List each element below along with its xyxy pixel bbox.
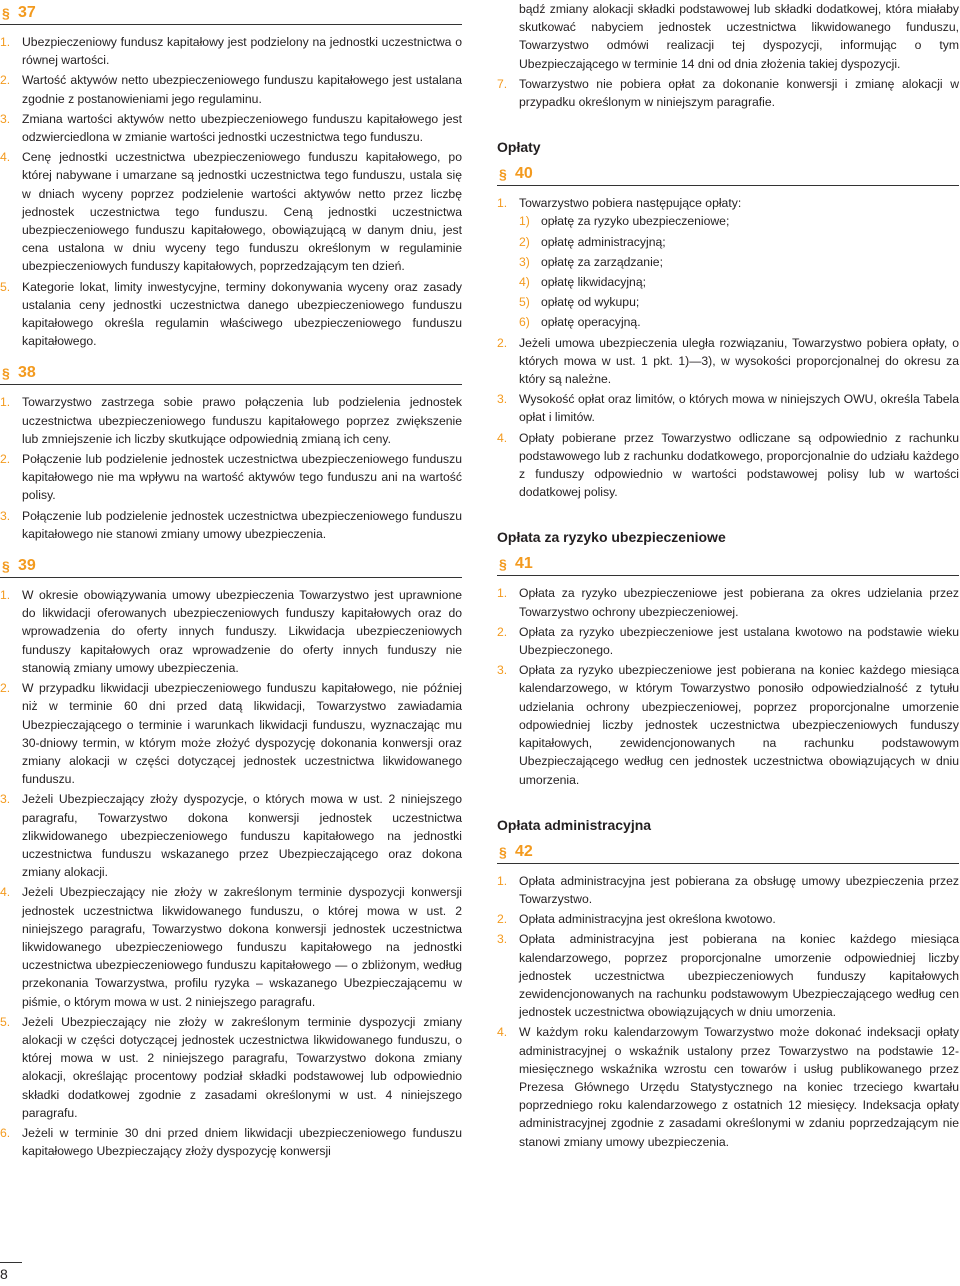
section-40-list bbox=[497, 194, 959, 501]
list-item: 2. Jeżeli umowa ubezpieczenia uległa rozwiązaniu, Towarzystwo pobiera opłaty, o których mowa w ust. 1 pkt. 1)—3), w wysokości proporcjonalnej do okresu za który są należne. bbox=[497, 335, 959, 387]
list-item: 3. Zmiana wartości aktywów netto ubezpieczeniowego funduszu kapitałowego jest odzwierciedlona w zmianie wartości jednostki uczestnictwa tego funduszu. bbox=[0, 111, 462, 145]
section-mark-icon: § bbox=[2, 365, 10, 382]
continued-paragraph: bądź zmiany alokacji składki podstawowej lub składki dodatkowej, która miałaby skutkować nabyciem jednostek uczestnictwa likwidowanego funduszu, Towarzystwo odmówi realizacji tej dyspozycji, informując o tym Ubezpieczającego w terminie 14 dni od dnia złożenia takiej dyspozycji. bbox=[519, 2, 959, 71]
list-item: 1. W okresie obowiązywania umowy ubezpieczenia Towarzystwo jest uprawnione do likwidacji oferowanych ubezpieczeniowych funduszy kapitałowych oraz do wprowadzenia do oferty innych funduszy. Likwidacja ubezpieczeniowych funduszy kapitałowych oraz wprowadzenie do oferty innych funduszy nie stanowią zmiany umowy ubezpieczenia. bbox=[0, 588, 462, 675]
list-item: 6. Jeżeli w terminie 30 dni przed dniem likwidacji ubezpieczeniowego funduszu kapitałowego Ubezpieczający złoży dyspozycję konwersji bbox=[0, 1125, 462, 1159]
list-item: 1. Opłata administracyjna jest pobierana za obsługę umowy ubezpieczenia przez Towarzystwo. bbox=[497, 873, 959, 906]
sub-list bbox=[519, 212, 959, 331]
section-number: 39 bbox=[18, 557, 36, 575]
section-header-37 bbox=[0, 2, 462, 25]
heading-oplaty: Opłaty bbox=[497, 139, 541, 156]
list-item: 4. Jeżeli Ubezpieczający nie złoży w zakreślonym terminie dyspozycji konwersji jednostek uczestnictwa likwidowanego funduszu, o której mowa w ust. 2 niniejszego paragrafu, Towarzystwo dokona konwersji jednostek uczestnictwa likwidowanego ubezpieczeniowego funduszu kapitałowego na jednostki uczestnictwa ubezpieczeniowego funduszu kapitałowego — o zbliżonym, według przekonania Towarzystwa, profilu ryzyka – wskazanego Ubezpieczającemu w piśmie, o którym mowa w ust. 2 niniejszego paragrafu. bbox=[0, 885, 462, 1009]
section-mark-icon: § bbox=[2, 558, 10, 575]
section-37-list bbox=[0, 33, 462, 350]
list-item: 3. Wysokość opłat oraz limitów, o których mowa w niniejszych OWU, określa Tabela opłat i limitów. bbox=[497, 392, 959, 425]
list-item: 1. Ubezpieczeniowy fundusz kapitałowy jest podzielony na jednostki uczestnictwa o równej wartości. bbox=[0, 35, 462, 68]
list-item: 4. Opłaty pobierane przez Towarzystwo odliczane są odpowiednio z rachunku podstawowego lub z rachunku dodatkowego, proporcjonalnie do udziału każdego z funduszy odpowiednio w wartości podstawowej polisy lub w wartości dodatkowej polisy. bbox=[497, 430, 959, 500]
page-number: 8 bbox=[0, 1266, 8, 1282]
section-mark-icon: § bbox=[2, 5, 10, 21]
list-item: 2. W przypadku likwidacji ubezpieczeniowego funduszu kapitałowego, nie później niż w terminie 60 dni przed datą likwidacji, Towarzystwo zawiadamia Ubezpieczającego o terminie i warunkach likwidacji funduszu, wyznaczając mu 30-dniowy termin, w którym może złożyć dyspozycję dokonania konwersji oraz zmiany alokacji w części dotyczącej jednostek uczestnictwa likwidowanego funduszu. bbox=[0, 681, 462, 787]
list-item: 4. Cenę jednostki uczestnictwa ubezpieczeniowego funduszu kapitałowego, po której nabywane i umarzane są jednostki uczestnictwa tego funduszu, ustala się w dniach wyceny poprzez podzielenie wartości aktywów netto przez liczbę jednostek uczestnictwa tego funduszu. Ceną jednostki uczestnictwa ubezpieczeniowego funduszu kapitałowego, obowiązującą w danym dniu, jest cena ustalona w dniu wyceny tego funduszu określonym w regulaminie ubezpieczeniowych funduszy kapitałowych, poprzedzającym ten dzień. bbox=[0, 150, 462, 274]
section-39-list bbox=[0, 586, 462, 1160]
list-item: 3. Jeżeli Ubezpieczający złoży dyspozycje, o których mowa w ust. 2 niniejszego paragrafu, Towarzystwo dokona konwersji jednostek uczestnictwa zlikwidowanego ubezpieczeniowego funduszu kapitałowego na jednostki uczestnictwa funduszu wskazanego przez Ubezpieczającego oraz dokona zmiany alokacji. bbox=[0, 792, 462, 880]
sub-list-item: 1) opłatę za ryzyko ubezpieczeniowe; bbox=[519, 214, 730, 229]
sub-list-item: 4) opłatę likwidacyjną; bbox=[519, 275, 647, 290]
list-item: 1. Opłata za ryzyko ubezpieczeniowe jest pobierana za okres udzielania przez Towarzystwo ochrony ubezpieczeniowej. bbox=[497, 586, 959, 619]
section-number: 42 bbox=[515, 842, 533, 860]
section-39-list-cont bbox=[497, 75, 959, 111]
sub-list-item: 3) opłatę za zarządzanie; bbox=[519, 254, 663, 269]
section-42-list bbox=[497, 872, 959, 1151]
list-item: 1. Towarzystwo zastrzega sobie prawo połączenia lub podzielenia jednostek uczestnictwa ubezpieczeniowego funduszu kapitałowego poprzez zwiększenie lub zmniejszenie ich liczby skutkujące odpowiednią zmianą ich ceny. bbox=[0, 395, 462, 446]
section-header-38 bbox=[0, 362, 462, 385]
section-mark-icon: § bbox=[499, 843, 507, 860]
section-number: 41 bbox=[515, 555, 533, 573]
section-number: 40 bbox=[515, 165, 533, 183]
left-column bbox=[0, 0, 462, 1162]
list-item: 5. Jeżeli Ubezpieczający nie złoży w zakreślonym terminie dyspozycji zmiany alokacji w części dotyczącej jednostek uczestnictwa likwidowanego funduszu, o której mowa w ust. 2 niniejszego paragrafu, Towarzystwo dokona zmiany alokacji, określając procentowy podział składki podstawowej lub odpowiednio składki dodatkowej zgodnie z zasadami określonymi w ust. 4 niniejszego paragrafu. bbox=[0, 1014, 462, 1120]
list-item: 2. Opłata za ryzyko ubezpieczeniowe jest ustalana kwotowo na podstawie wieku Ubezpieczonego. bbox=[497, 624, 959, 658]
section-header-40 bbox=[497, 163, 959, 186]
footer-rule bbox=[0, 1262, 22, 1263]
list-item: 2. Połączenie lub podzielenie jednostek uczestnictwa ubezpieczeniowego funduszu kapitałowego nie ma wpływu na wartość aktywów tego funduszu ani na wartość polisy. bbox=[0, 452, 462, 503]
section-header-41 bbox=[497, 553, 959, 576]
list-item: 2. Opłata administracyjna jest określona kwotowo. bbox=[497, 912, 776, 927]
section-mark-icon: § bbox=[499, 556, 507, 573]
sub-list-item: 5) opłatę od wykupu; bbox=[519, 295, 640, 310]
section-number: 37 bbox=[18, 4, 36, 21]
section-header-39 bbox=[0, 555, 462, 578]
list-item: 2. Wartość aktywów netto ubezpieczeniowego funduszu kapitałowego jest ustalana zgodnie z postanowieniami jego regulaminu. bbox=[0, 73, 462, 106]
list-item: 3. Połączenie lub podzielenie jednostek uczestnictwa ubezpieczeniowego funduszu kapitałowego nie stanowi zmiany umowy ubezpieczenia. bbox=[0, 508, 462, 541]
section-number: 38 bbox=[18, 364, 36, 382]
heading-admin: Opłata administracyjna bbox=[497, 816, 652, 833]
list-item: 4. W każdym roku kalendarzowym Towarzystwo może dokonać indeksacji opłaty administracyjnej o wskaźnik ustalony przez Towarzystwo na podstawie 12-miesięcznego wskaźnika wzrostu cen towarów i usług publikowanego przez Prezesa Głównego Urzędu Statystycznego na koniec trzeciego kwartału poprzedniego roku kalendarzowego z ostatnich 12 miesięcy. Indeksacja opłaty administracyjnej zgodnie z zasadami określonymi w zdaniu poprzedzającym nie stanowi zmiany umowy ubezpieczenia. bbox=[497, 1025, 959, 1149]
section-header-42 bbox=[497, 841, 959, 864]
list-item: 5. Kategorie lokat, limity inwestycyjne, terminy dokonywania wyceny oraz zasady ustalania ceny jednostki uczestnictwa danego ubezpieczeniowego funduszu kapitałowego określa regulamin właściwego ubezpieczeniowego funduszu kapitałowego. bbox=[0, 279, 462, 349]
sub-list-item: 2) opłatę administracyjną; bbox=[519, 234, 666, 249]
section-38-list bbox=[0, 393, 462, 543]
section-mark-icon: § bbox=[499, 166, 507, 183]
list-item: 1. Towarzystwo pobiera następujące opłaty: 1) opłatę za ryzyko ubezpieczeniowe; 2) opłatę administracyjną; 3) opłatę za zarządzanie; 4) opłatę likwidacyjną; 5) opłatę od wykupu; 6) opłatę operacyjną. bbox=[497, 194, 959, 331]
list-item: 3. Opłata za ryzyko ubezpieczeniowe jest pobierana na koniec każdego miesiąca kalendarzowego, w którym Towarzystwo ponosiło odpowiedzialność z tytułu udzielania ochrony ubezpieczeniowej, poprzez proporcjonalne umorzenie odpowiedniej liczby jednostek uczestnictwa ubezpieczeniowych funduszy kapitałowych, zewidencjonowanych na rachunku podstawowym Ubezpieczającego według cen jednostek uczestnictwa obowiązujących w dniu umorzenia. bbox=[497, 663, 959, 787]
sub-list-item: 6) opłatę operacyjną. bbox=[519, 315, 641, 330]
list-item: 7. Towarzystwo nie pobiera opłat za dokonanie konwersji i zmianę alokacji w przypadku określonym w niniejszym paragrafie. bbox=[497, 76, 959, 110]
list-item: 3. Opłata administracyjna jest pobierana na koniec każdego miesiąca kalendarzowego, poprzez proporcjonalne umorzenie odpowiedniej liczby jednostek uczestnictwa ubezpieczeniowych funduszy kapitałowych zewidencjonowanych na rachunku podstawowym Ubezpieczającego według cen jednostek uczestnictwa obowiązujących w dniu umorzenia. bbox=[497, 932, 959, 1020]
right-column bbox=[497, 0, 959, 1153]
section-41-list bbox=[497, 584, 959, 788]
heading-ryzyko: Opłata za ryzyko ubezpieczeniowe bbox=[497, 529, 726, 546]
